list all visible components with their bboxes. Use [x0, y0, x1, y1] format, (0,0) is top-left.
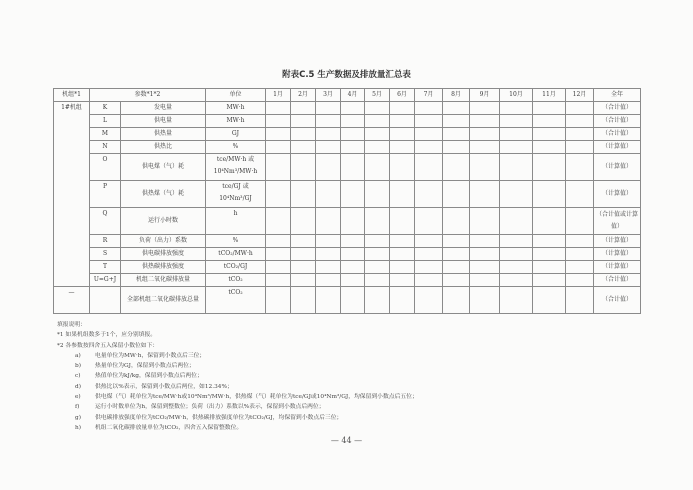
table-row	[54, 128, 641, 141]
note-item-label: b)	[75, 363, 81, 370]
month-cell[interactable]	[443, 208, 470, 235]
month-cell[interactable]	[500, 248, 533, 261]
month-cell[interactable]	[316, 208, 341, 235]
month-cell[interactable]	[291, 181, 316, 208]
note-item-text: 热量单位为GJ，保留到小数点后两位；	[95, 363, 195, 370]
month-cell[interactable]	[266, 261, 291, 274]
month-cell[interactable]	[443, 128, 470, 141]
note-item-label: a)	[75, 352, 81, 359]
month-cell	[533, 287, 566, 314]
production-emission-table	[53, 88, 641, 314]
param-name: 发电量	[121, 102, 206, 115]
header-param: 参数*1*2	[90, 89, 206, 102]
month-cell[interactable]	[390, 154, 415, 181]
month-cell[interactable]	[390, 248, 415, 261]
month-cell[interactable]	[341, 261, 365, 274]
month-cell[interactable]	[266, 128, 291, 141]
note-item-text: 机组二氧化碳排放量单位为tCO₂，四舍五入保留整数位。	[95, 424, 243, 431]
month-cell[interactable]	[500, 208, 533, 235]
table-row	[54, 261, 641, 274]
month-cell[interactable]	[415, 128, 443, 141]
month-cell[interactable]	[341, 235, 365, 248]
header-month: 1月	[266, 89, 291, 102]
total-year: （合计值）	[594, 287, 641, 314]
header-month: 8月	[443, 89, 470, 102]
month-cell[interactable]	[500, 181, 533, 208]
total-unit: tCO₂	[206, 287, 266, 314]
month-cell[interactable]	[390, 102, 415, 115]
note-item	[57, 413, 418, 423]
month-cell[interactable]	[266, 274, 291, 287]
month-cell[interactable]	[365, 181, 390, 208]
month-cell[interactable]	[266, 102, 291, 115]
note-item-label: g)	[75, 414, 81, 421]
header-row	[54, 89, 641, 102]
param-code: N	[90, 141, 121, 154]
param-code: P	[90, 181, 121, 208]
table-title: 附表C.5 生产数据及排放量汇总表	[282, 70, 411, 80]
month-cell[interactable]	[291, 235, 316, 248]
param-name: 运行小时数	[121, 208, 206, 235]
month-cell[interactable]	[316, 248, 341, 261]
month-cell[interactable]	[266, 248, 291, 261]
month-cell[interactable]	[566, 208, 594, 235]
month-cell[interactable]	[533, 102, 566, 115]
param-code: M	[90, 128, 121, 141]
month-cell[interactable]	[533, 141, 566, 154]
param-unit: tce/MW·h 或 10⁴Nm³/MW·h	[206, 154, 266, 181]
month-cell[interactable]	[443, 181, 470, 208]
month-cell[interactable]	[470, 274, 500, 287]
param-unit: MW·h	[206, 102, 266, 115]
month-cell[interactable]	[566, 181, 594, 208]
table-row	[54, 154, 641, 181]
year-cell: （计算值）	[594, 141, 641, 154]
param-unit: tCO₂/GJ	[206, 261, 266, 274]
month-cell[interactable]	[316, 115, 341, 128]
month-cell[interactable]	[341, 141, 365, 154]
month-cell[interactable]	[341, 102, 365, 115]
month-cell[interactable]	[341, 115, 365, 128]
param-unit: h	[206, 208, 266, 235]
note-item-text: 供电碳排放强度单位为tCO₂/MW·h，供热碳排放强度单位为tCO₂/GJ，均保留到小数点后三位；	[95, 414, 343, 421]
month-cell[interactable]	[533, 261, 566, 274]
note-item-text: 供热比以%表示，保留到小数点后两位，如12.34%；	[95, 383, 233, 390]
month-cell[interactable]	[500, 115, 533, 128]
param-code: O	[90, 154, 121, 181]
month-cell[interactable]	[500, 102, 533, 115]
month-cell[interactable]	[566, 102, 594, 115]
month-cell[interactable]	[566, 128, 594, 141]
month-cell[interactable]	[365, 235, 390, 248]
month-cell[interactable]	[566, 154, 594, 181]
param-code: Q	[90, 208, 121, 235]
header-month: 11月	[533, 89, 566, 102]
note-item-label: f)	[75, 404, 80, 411]
header-month: 6月	[390, 89, 415, 102]
year-cell: （合计值或计算值）	[594, 208, 641, 235]
param-name: 供电煤（气）耗	[121, 154, 206, 181]
month-cell[interactable]	[500, 261, 533, 274]
month-cell[interactable]	[415, 208, 443, 235]
month-cell[interactable]	[316, 235, 341, 248]
note-2: *2 各参数按四舍五入保留小数位如下：	[57, 342, 159, 349]
month-cell[interactable]	[291, 102, 316, 115]
month-cell[interactable]	[415, 248, 443, 261]
year-cell: （合计值）	[594, 102, 641, 115]
month-cell	[266, 287, 291, 314]
note-item	[57, 371, 418, 381]
note-item	[57, 392, 418, 402]
month-cell[interactable]	[566, 115, 594, 128]
note-item	[57, 402, 418, 412]
month-cell[interactable]	[365, 248, 390, 261]
note-1: *1 如果机组数多于1个，应分别填报。	[57, 332, 157, 339]
header-month: 4月	[341, 89, 365, 102]
year-cell: （计算值）	[594, 154, 641, 181]
total-code-empty	[90, 287, 121, 314]
month-cell[interactable]	[316, 141, 341, 154]
header-year: 全年	[594, 89, 641, 102]
header-month: 10月	[500, 89, 533, 102]
month-cell[interactable]	[470, 235, 500, 248]
month-cell[interactable]	[443, 261, 470, 274]
note-item-text: 电量单位为MW·h，保留到小数点后三位；	[95, 352, 206, 359]
month-cell	[500, 287, 533, 314]
month-cell	[365, 287, 390, 314]
month-cell[interactable]	[443, 235, 470, 248]
header-month: 9月	[470, 89, 500, 102]
param-name: 供电量	[121, 115, 206, 128]
month-cell[interactable]	[365, 102, 390, 115]
month-cell	[390, 287, 415, 314]
month-cell[interactable]	[365, 128, 390, 141]
month-cell[interactable]	[566, 235, 594, 248]
month-cell[interactable]	[443, 141, 470, 154]
month-cell[interactable]	[533, 208, 566, 235]
month-cell[interactable]	[390, 115, 415, 128]
month-cell[interactable]	[341, 128, 365, 141]
month-cell[interactable]	[316, 154, 341, 181]
month-cell[interactable]	[316, 261, 341, 274]
param-unit: tCO₂/MW·h	[206, 248, 266, 261]
header-month: 12月	[566, 89, 594, 102]
month-cell[interactable]	[266, 208, 291, 235]
month-cell[interactable]	[365, 208, 390, 235]
param-unit: %	[206, 141, 266, 154]
month-cell[interactable]	[470, 261, 500, 274]
month-cell[interactable]	[500, 141, 533, 154]
note-item-label: c)	[75, 373, 81, 380]
note-item-text: 供电煤（气）耗单位为tce/MW·h或10⁴Nm³/MW·h，供热煤（气）耗单位为tce/GJ或10⁴Nm³/GJ，均保留到小数点后五位；	[95, 394, 418, 401]
month-cell[interactable]	[470, 141, 500, 154]
month-cell[interactable]	[266, 235, 291, 248]
month-cell[interactable]	[390, 235, 415, 248]
header-unit: 单位	[206, 89, 266, 102]
month-cell[interactable]	[291, 208, 316, 235]
param-unit: tCO₂	[206, 274, 266, 287]
month-cell[interactable]	[500, 235, 533, 248]
month-cell[interactable]	[365, 274, 390, 287]
month-cell[interactable]	[470, 154, 500, 181]
param-unit: tce/GJ 或 10⁴Nm³/GJ	[206, 181, 266, 208]
month-cell[interactable]	[341, 248, 365, 261]
month-cell[interactable]	[533, 128, 566, 141]
header-month: 5月	[365, 89, 390, 102]
table-row	[54, 235, 641, 248]
month-cell[interactable]	[500, 274, 533, 287]
month-cell	[341, 287, 365, 314]
page-number: — 44 —	[330, 436, 363, 445]
month-cell[interactable]	[365, 115, 390, 128]
month-cell[interactable]	[291, 141, 316, 154]
year-cell: （计算值）	[594, 248, 641, 261]
month-cell[interactable]	[415, 181, 443, 208]
year-cell: （合计值）	[594, 128, 641, 141]
param-code: K	[90, 102, 121, 115]
month-cell[interactable]	[470, 128, 500, 141]
year-cell: （合计值）	[594, 274, 641, 287]
param-name: 供热量	[121, 128, 206, 141]
month-cell[interactable]	[443, 274, 470, 287]
month-cell[interactable]	[291, 128, 316, 141]
note-item-label: d)	[75, 383, 81, 390]
month-cell	[316, 287, 341, 314]
month-cell[interactable]	[500, 128, 533, 141]
table-row	[54, 248, 641, 261]
table-row	[54, 274, 641, 287]
month-cell[interactable]	[415, 274, 443, 287]
month-cell[interactable]	[533, 115, 566, 128]
month-cell	[470, 287, 500, 314]
param-name: 供电碳排放强度	[121, 248, 206, 261]
month-cell[interactable]	[470, 181, 500, 208]
notes-heading: 填报说明：	[57, 322, 86, 328]
unit-group-label: 1#机组	[54, 102, 90, 287]
month-cell	[443, 287, 470, 314]
param-name: 负荷（出力）系数	[121, 235, 206, 248]
month-cell[interactable]	[316, 128, 341, 141]
header-month: 3月	[316, 89, 341, 102]
note-item-text: 热值单位为kJ/kg，保留到小数点后两位；	[95, 373, 203, 380]
year-cell: （计算值）	[594, 235, 641, 248]
param-unit: MW·h	[206, 115, 266, 128]
month-cell[interactable]	[341, 154, 365, 181]
month-cell[interactable]	[566, 261, 594, 274]
month-cell[interactable]	[470, 208, 500, 235]
month-cell[interactable]	[390, 181, 415, 208]
year-cell: （合计值）	[594, 115, 641, 128]
param-name: 机组二氧化碳排放量	[121, 274, 206, 287]
month-cell[interactable]	[443, 154, 470, 181]
param-name: 供热碳排放强度	[121, 261, 206, 274]
note-item	[57, 423, 418, 433]
month-cell[interactable]	[365, 261, 390, 274]
month-cell[interactable]	[291, 261, 316, 274]
month-cell[interactable]	[415, 154, 443, 181]
param-name: 供热比	[121, 141, 206, 154]
year-cell: （计算值）	[594, 261, 641, 274]
header-month: 7月	[415, 89, 443, 102]
month-cell[interactable]	[266, 154, 291, 181]
month-cell[interactable]	[443, 248, 470, 261]
month-cell[interactable]	[316, 102, 341, 115]
month-cell	[291, 287, 316, 314]
month-cell[interactable]	[390, 261, 415, 274]
month-cell[interactable]	[390, 274, 415, 287]
param-unit: GJ	[206, 128, 266, 141]
month-cell[interactable]	[316, 274, 341, 287]
table-row	[54, 181, 641, 208]
month-cell[interactable]	[470, 248, 500, 261]
note-item	[57, 351, 418, 361]
total-row	[54, 287, 641, 314]
param-code: S	[90, 248, 121, 261]
note-item-label: e)	[75, 394, 81, 401]
month-cell[interactable]	[390, 208, 415, 235]
total-group: —	[54, 287, 90, 314]
month-cell[interactable]	[566, 141, 594, 154]
month-cell[interactable]	[341, 274, 365, 287]
total-name: 全部机组二氧化碳排放总量	[121, 287, 206, 314]
month-cell[interactable]	[443, 115, 470, 128]
month-cell[interactable]	[266, 181, 291, 208]
note-item-text: 运行小时数单位为h，保留到整数位；负荷（出力）系数以%表示，保留到小数点后两位；	[95, 404, 325, 411]
month-cell[interactable]	[365, 154, 390, 181]
table-row	[54, 208, 641, 235]
month-cell[interactable]	[291, 248, 316, 261]
month-cell[interactable]	[291, 154, 316, 181]
month-cell[interactable]	[316, 181, 341, 208]
month-cell[interactable]	[266, 141, 291, 154]
month-cell[interactable]	[533, 181, 566, 208]
month-cell	[566, 287, 594, 314]
month-cell[interactable]	[533, 274, 566, 287]
year-cell: （计算值）	[594, 181, 641, 208]
table-row	[54, 102, 641, 115]
month-cell[interactable]	[415, 261, 443, 274]
param-name: 供热煤（气）耗	[121, 181, 206, 208]
month-cell[interactable]	[566, 248, 594, 261]
month-cell[interactable]	[390, 141, 415, 154]
month-cell[interactable]	[533, 248, 566, 261]
param-unit: %	[206, 235, 266, 248]
month-cell[interactable]	[291, 274, 316, 287]
month-cell[interactable]	[533, 154, 566, 181]
month-cell[interactable]	[533, 235, 566, 248]
param-code: U=G+J	[90, 274, 121, 287]
month-cell[interactable]	[443, 102, 470, 115]
month-cell[interactable]	[566, 274, 594, 287]
month-cell[interactable]	[470, 102, 500, 115]
month-cell[interactable]	[291, 115, 316, 128]
month-cell[interactable]	[415, 115, 443, 128]
month-cell[interactable]	[341, 181, 365, 208]
note-item	[57, 382, 418, 392]
month-cell[interactable]	[500, 154, 533, 181]
month-cell[interactable]	[415, 102, 443, 115]
header-month: 2月	[291, 89, 316, 102]
month-cell[interactable]	[415, 235, 443, 248]
month-cell[interactable]	[470, 115, 500, 128]
note-item	[57, 361, 418, 371]
month-cell[interactable]	[266, 115, 291, 128]
param-code: R	[90, 235, 121, 248]
month-cell[interactable]	[341, 208, 365, 235]
note-item-label: h)	[75, 424, 81, 431]
month-cell	[415, 287, 443, 314]
table-row	[54, 115, 641, 128]
param-code: T	[90, 261, 121, 274]
table-row	[54, 141, 641, 154]
month-cell[interactable]	[415, 141, 443, 154]
filling-notes	[57, 320, 418, 433]
header-unit-group: 机组*1	[54, 89, 90, 102]
month-cell[interactable]	[390, 128, 415, 141]
param-code: L	[90, 115, 121, 128]
month-cell[interactable]	[365, 141, 390, 154]
